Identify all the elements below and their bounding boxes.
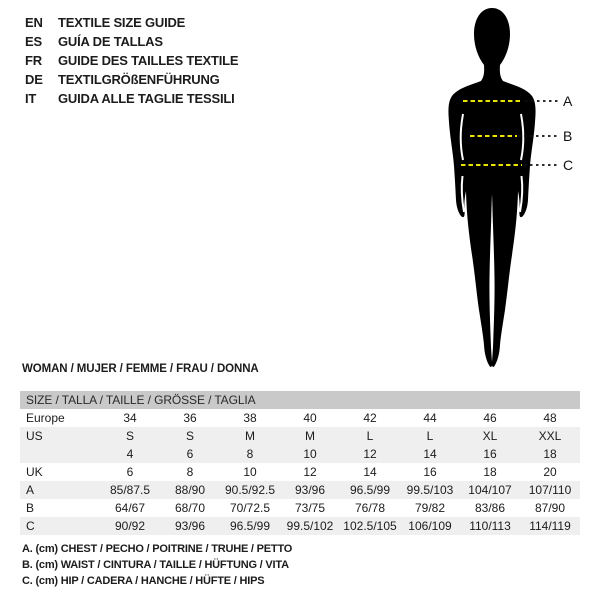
legend-line: A. (cm) CHEST / PECHO / POITRINE / TRUHE / PETTO (22, 543, 293, 555)
measure-label-a: A (563, 93, 573, 109)
table-row (20, 481, 580, 499)
size-value-cell: 8 (186, 465, 194, 479)
size-value-cell: 90/92 (114, 519, 146, 533)
language-title: TEXTILE SIZE GUIDE (58, 15, 186, 30)
row-label: US (26, 429, 43, 443)
size-table (20, 391, 580, 535)
language-row (25, 32, 238, 51)
row-label: C (26, 519, 35, 533)
legend-line: B. (cm) WAIST / CINTURA / TAILLE / HÜFTUNG / VITA (22, 558, 289, 571)
language-row (25, 13, 238, 32)
language-row (25, 51, 238, 70)
language-row (25, 70, 238, 89)
size-value-cell: 6 (126, 465, 134, 479)
size-value-cell: M (305, 429, 315, 443)
size-value-cell: 102.5/105 (343, 519, 397, 533)
size-value-cell: 96.5/99 (349, 483, 391, 497)
language-code: DE (25, 72, 43, 87)
row-label: B (26, 501, 35, 515)
woman-silhouette-figure (430, 0, 600, 385)
size-value-cell: S (185, 429, 194, 443)
size-value-cell: 93/96 (294, 483, 326, 497)
language-code: EN (25, 15, 43, 30)
size-value-cell: 48 (543, 411, 557, 425)
table-row (20, 445, 580, 463)
size-value-cell: 18 (543, 447, 557, 461)
size-value-cell: 83/86 (474, 501, 506, 515)
language-title: GUÍA DE TALLAS (58, 34, 163, 49)
size-value-cell: 12 (363, 447, 377, 461)
size-value-cell: XL (482, 429, 498, 443)
size-value-cell: 87/90 (534, 501, 566, 515)
size-value-cell: 106/109 (408, 519, 452, 533)
size-value-cell: 44 (423, 411, 437, 425)
table-row (20, 463, 580, 481)
row-label: A (26, 483, 35, 497)
size-value-cell: 93/96 (174, 519, 206, 533)
language-row (25, 89, 238, 108)
size-value-cell: 68/70 (174, 501, 206, 515)
size-value-cell: 14 (363, 465, 377, 479)
woman-silhouette-svg (430, 0, 600, 385)
row-label: UK (26, 465, 43, 479)
size-value-cell: 64/67 (114, 501, 146, 515)
size-value-cell: M (245, 429, 255, 443)
measurement-legend (22, 542, 292, 589)
language-title: GUIDE DES TAILLES TEXTILE (58, 53, 239, 68)
size-value-cell: 8 (246, 447, 254, 461)
size-value-cell: 70/72.5 (229, 501, 271, 515)
size-value-cell: XXL (538, 429, 562, 443)
size-value-cell: 16 (423, 465, 437, 479)
row-label: Europe (26, 411, 65, 425)
table-row (20, 427, 580, 445)
language-title: GUIDA ALLE TAGLIE TESSILI (58, 91, 235, 106)
size-value-cell: 88/90 (174, 483, 206, 497)
size-value-cell: L (366, 429, 374, 443)
size-value-cell: 99.5/103 (406, 483, 454, 497)
size-value-cell: 46 (483, 411, 497, 425)
size-table-rows (20, 409, 580, 535)
size-value-cell: 104/107 (468, 483, 512, 497)
size-value-cell: 40 (303, 411, 317, 425)
measure-label-b: B (563, 128, 573, 144)
size-value-cell: 10 (243, 465, 257, 479)
size-value-cell: 76/78 (354, 501, 386, 515)
size-value-cell: 34 (123, 411, 137, 425)
size-value-cell: 4 (126, 447, 134, 461)
language-code: ES (25, 34, 42, 49)
size-value-cell: 114/119 (529, 519, 571, 533)
size-value-cell: 16 (483, 447, 497, 461)
size-value-cell: 42 (363, 411, 377, 425)
size-value-cell: 14 (423, 447, 437, 461)
measure-label-c: C (563, 157, 574, 173)
legend-line: C. (cm) HIP / CADERA / HANCHE / HÜFTE / HIPS (22, 574, 265, 587)
table-row (20, 499, 580, 517)
size-value-cell: 10 (303, 447, 317, 461)
size-value-cell: 110/113 (469, 519, 511, 533)
table-row (20, 517, 580, 535)
language-code: IT (25, 91, 37, 106)
size-value-cell: 96.5/99 (229, 519, 271, 533)
row-label (20, 445, 100, 463)
size-value-cell: 20 (543, 465, 557, 479)
size-value-cell: 36 (183, 411, 197, 425)
size-value-cell: 107/110 (528, 483, 572, 497)
size-value-cell: 90.5/92.5 (224, 483, 276, 497)
size-value-cell: 79/82 (414, 501, 446, 515)
section-title: WOMAN / MUJER / FEMME / FRAU / DONNA (22, 363, 259, 375)
language-code: FR (25, 53, 42, 68)
language-title-list (25, 13, 238, 108)
size-value-cell: L (426, 429, 434, 443)
size-value-cell: 85/87.5 (109, 483, 151, 497)
language-title: TEXTILGRÖßENFÜHRUNG (58, 72, 220, 87)
size-value-cell: 6 (186, 447, 194, 461)
size-value-cell: 12 (303, 465, 317, 479)
table-row (20, 409, 580, 427)
size-value-cell: S (125, 429, 134, 443)
size-value-cell: 18 (483, 465, 497, 479)
size-table-header: SIZE / TALLA / TAILLE / GRÖSSE / TAGLIA (20, 391, 580, 409)
size-value-cell: 99.5/102 (286, 519, 334, 533)
size-value-cell: 73/75 (294, 501, 326, 515)
size-value-cell: 38 (243, 411, 257, 425)
